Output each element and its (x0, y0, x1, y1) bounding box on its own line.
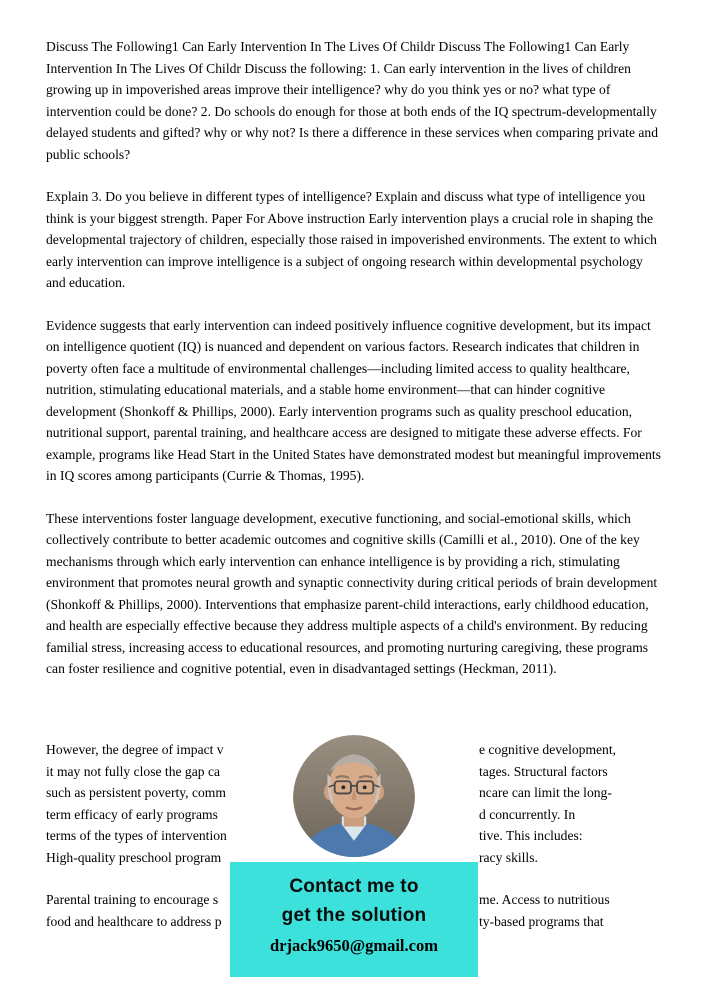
line-fragment-right: tages. Structural factors (479, 763, 608, 779)
line-fragment-left: term efficacy of early programs (46, 806, 218, 822)
promo-text-line-2: get the solution (281, 905, 427, 926)
document-body (46, 36, 662, 701)
line-fragment-left: food and healthcare to address p (46, 913, 222, 929)
line-fragment-left: terms of the types of intervention (46, 828, 227, 843)
promo-text-line-1: Contact me to (289, 876, 419, 897)
line-fragment-left: High-quality preschool program (46, 849, 222, 865)
line-fragment-left: such as persistent poverty, comm (46, 785, 226, 800)
promo-email: drjack9650@gmail.com (270, 936, 438, 955)
paragraph-3: Evidence suggests that early intervention can indeed positively influence cognitive development, but its impact on intelligence quotient (IQ) is nuanced and dependent on various factors. Research indicates that children in poverty often face a multitude of environmental challenges—including limited access to quality healthcare, nutrition, stimulating educational materials, and a stable home environment—that can hinder cognitive development (Shonkoff & Phillips, 2000). Early intervention programs such as quality preschool education, nutritional support, parental training, and healthcare access are designed to mitigate these adverse effects. For example, programs like Head Start in the United States have demonstrated modest but meaningful improvements in IQ scores among participants (Currie & Thomas, 1995). (46, 317, 661, 483)
contact-promo-overlay (230, 730, 478, 977)
line-fragment-left: it may not fully close the gap ca (46, 763, 221, 779)
line-fragment-right: racy skills. (479, 849, 538, 865)
contact-person-photo (293, 735, 415, 862)
line-fragment-right: ty-based programs that (479, 913, 604, 929)
line-fragment-right: me. Access to nutritious (479, 892, 610, 907)
line-fragment-right: ncare can limit the long- (479, 785, 612, 800)
paragraph-2: Explain 3. Do you believe in different types of intelligence? Explain and discuss what type of intelligence you think is your biggest strength. Paper For Above instruction Early intervention plays a crucial role in shaping the developmental trajectory of children, especially those raised in impoverished environments. The extent to which early intervention can improve intelligence is a subject of ongoing research within developmental psychology and education. (46, 189, 657, 290)
line-fragment-right: d concurrently. In (479, 806, 576, 822)
contact-person-photo-graphic (293, 735, 415, 857)
line-fragment-left: However, the degree of impact v (46, 742, 224, 757)
paragraph-1: Discuss The Following1 Can Early Intervention In The Lives Of Childr Discuss The Following1 Can Early Intervention In The Lives Of Childr Discuss the following: 1. Can early intervention in the lives of children growing up in impoverished areas improve their intelligence? why do you think yes or no? what type of intervention could be done? 2. Do schools do enough for those at both ends of the IQ spectrum-developmentally delayed students and gifted? why or why not? Is there a difference in these services when comparing private and public schools? (46, 39, 659, 162)
contact-photo-section (230, 730, 478, 862)
line-fragment-left: Parental training to encourage s (46, 892, 219, 907)
paragraph-4: These interventions foster language development, executive functioning, and social-emotional skills, which collectively contribute to better academic outcomes and cognitive skills (Camilli et al., 2010). One of the key mechanisms through which early intervention can enhance intelligence is by providing a rich, stimulating environment that promotes neural growth and synaptic connectivity during critical periods of brain development (Shonkoff & Phillips, 2000). Interventions that emphasize parent-child interactions, early childhood education, and health are especially effective because they address multiple aspects of a child's environment. By reducing familial stress, increasing access to educational resources, and promoting nurturing caregiving, these programs can foster resilience and cognitive potential, even in disadvantaged settings (Heckman, 2011). (46, 510, 658, 676)
promo-bottom (230, 862, 478, 977)
line-fragment-right: tive. This includes: (479, 828, 583, 843)
line-fragment-right: e cognitive development, (479, 742, 617, 757)
